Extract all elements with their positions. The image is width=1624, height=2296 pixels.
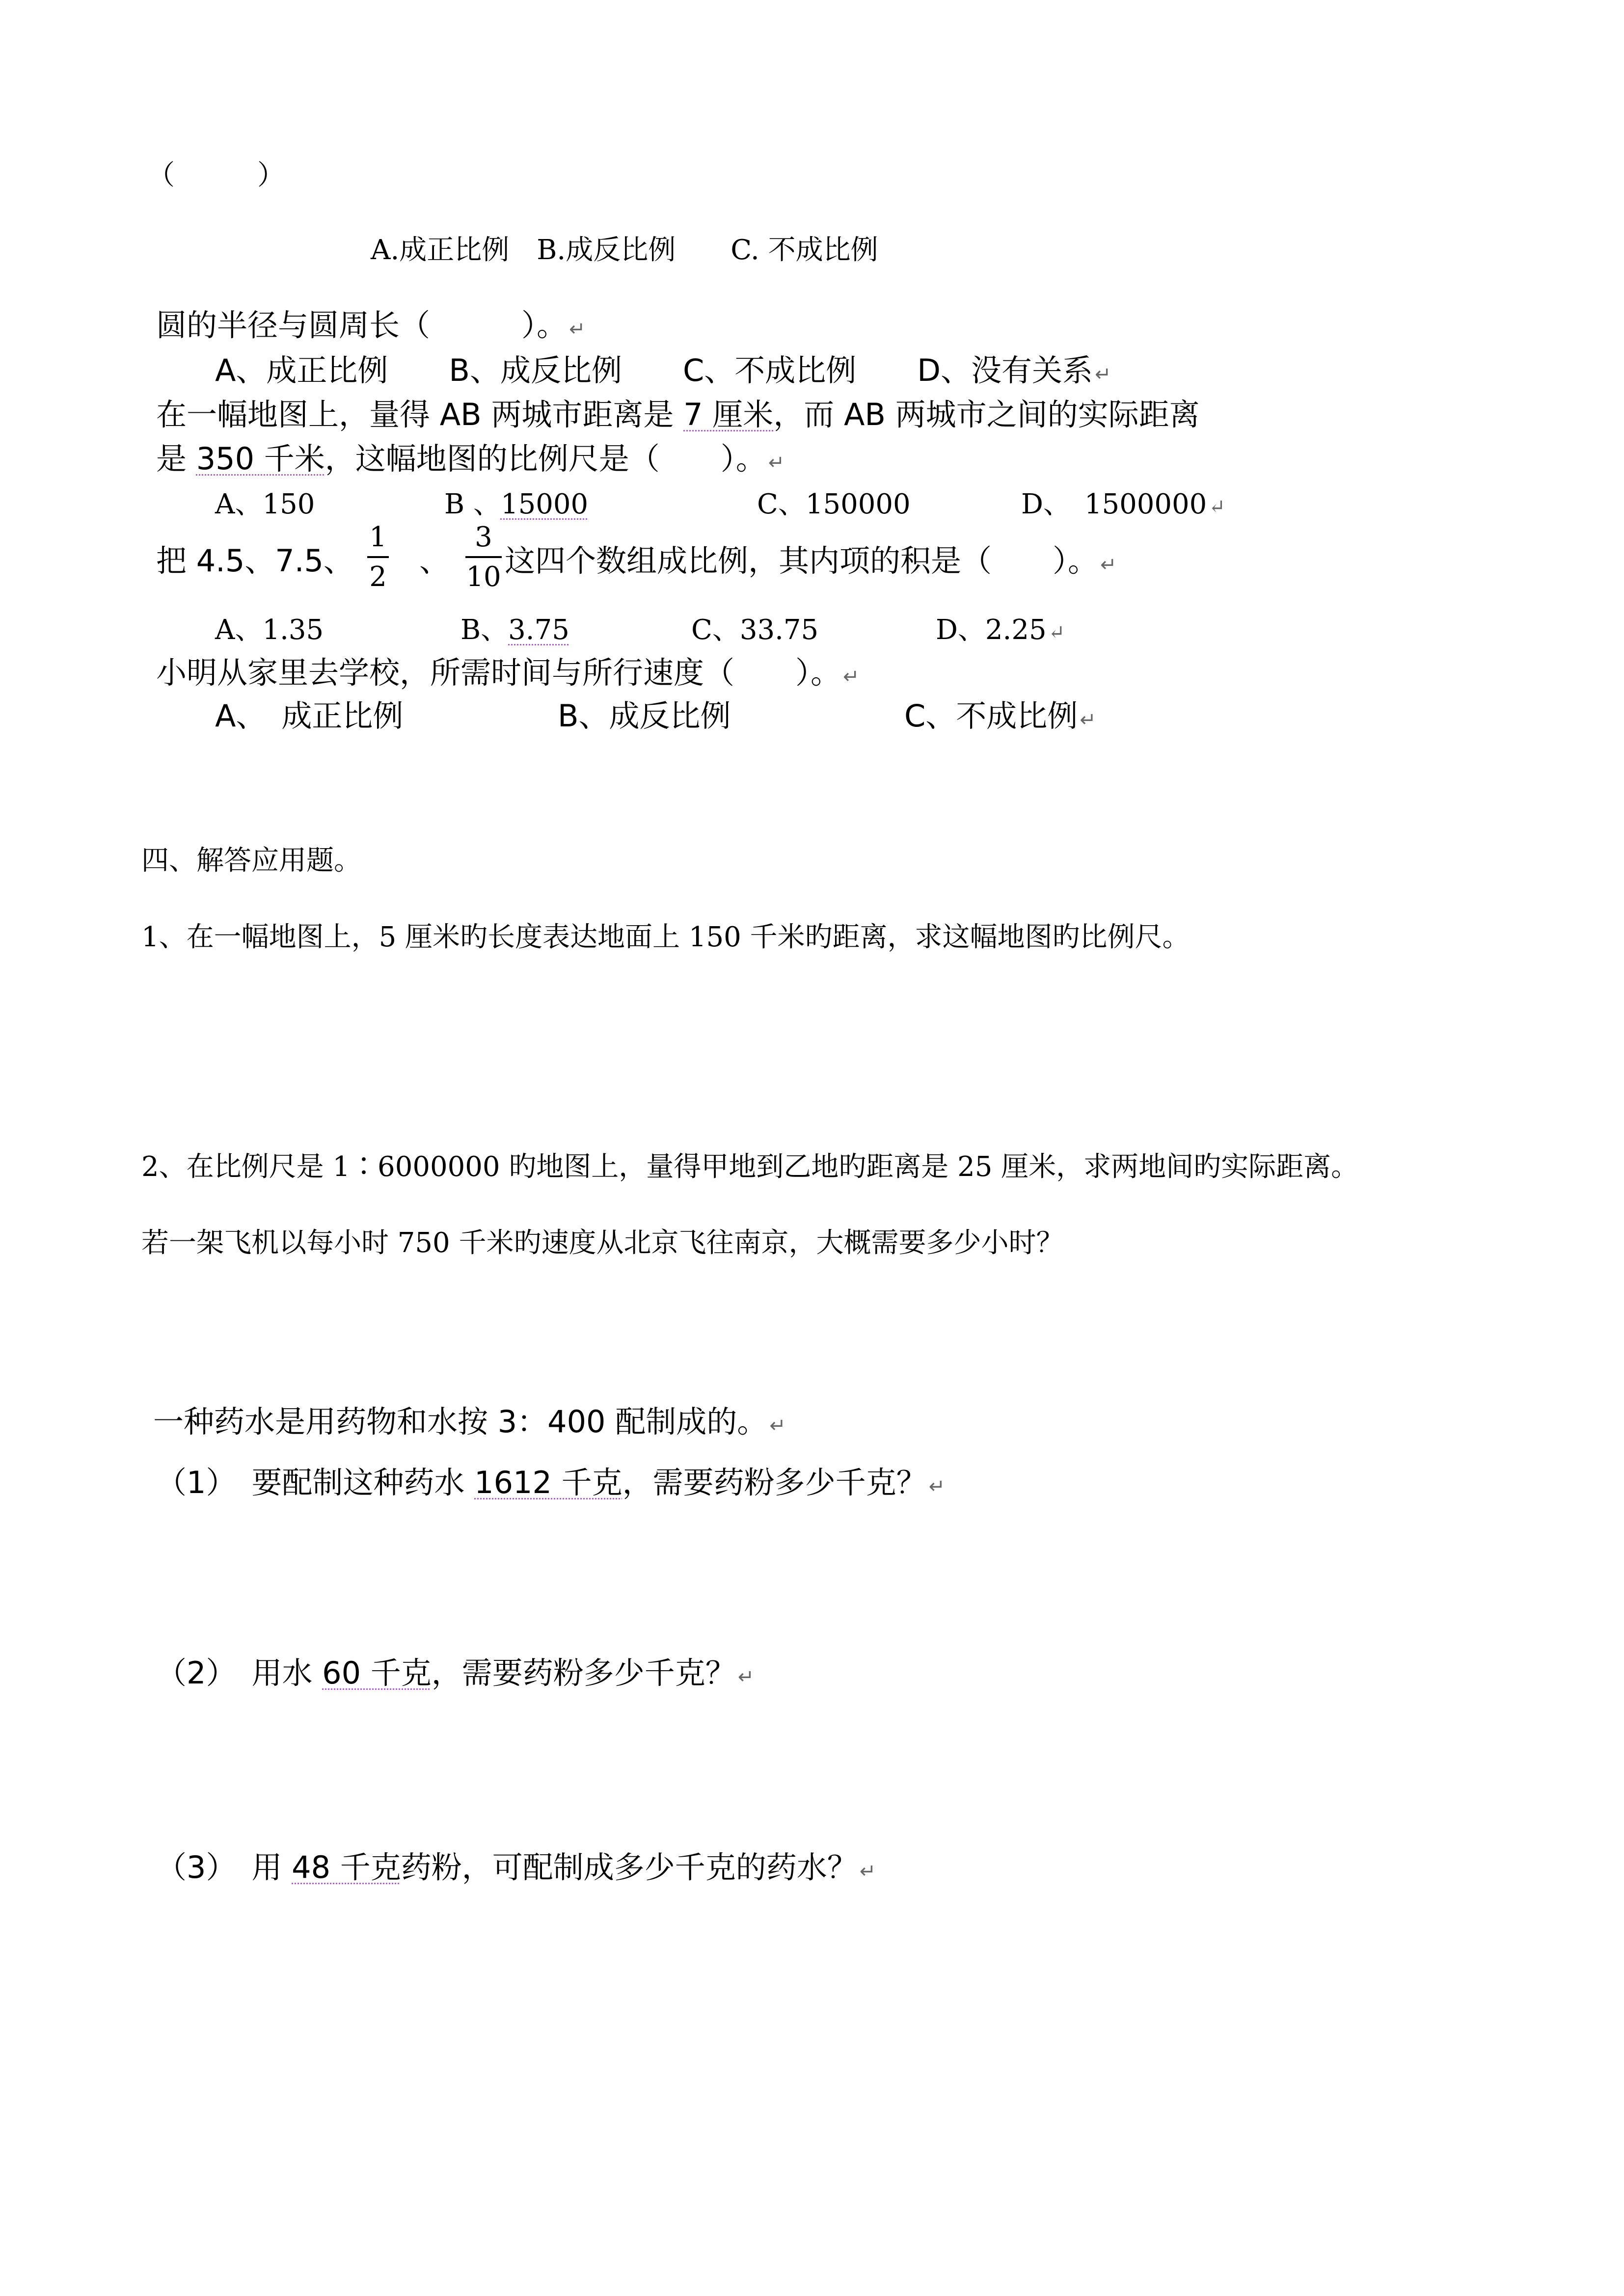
question-circle-options: A、成正比例 B、成反比例 C、不成比例 D、没有关系 ↵ bbox=[215, 352, 1111, 388]
fraction-denominator: 2 bbox=[369, 561, 387, 593]
option-a: A、 成正比例 bbox=[215, 698, 404, 734]
option-d: D、2.25 ↵ bbox=[936, 614, 1065, 646]
option-b: B、成反比例 bbox=[558, 698, 731, 734]
sub-question-2: （2） 用水 60 千克，需要药粉多少千克？ ↵ bbox=[156, 1655, 755, 1691]
fraction-half bbox=[367, 521, 389, 593]
options-line: A.成正比例 B.成反比例 C. 不成比例 bbox=[371, 234, 878, 266]
fraction-numerator: 1 bbox=[369, 521, 387, 553]
sub-question-1: （1） 要配制这种药水 1612 千克，需要药粉多少千克？ ↵ bbox=[156, 1465, 946, 1500]
fraction-denominator: 10 bbox=[466, 561, 501, 593]
option-c: C、150000 bbox=[757, 488, 911, 520]
fraction-bar bbox=[367, 556, 389, 558]
question-map-line1: 在一幅地图上，量得 AB 两城市距离是 7 厘米，而 AB 两城市之间的实际距离 bbox=[156, 397, 1200, 432]
option-c: C、不成比例 ↵ bbox=[904, 698, 1096, 734]
question-map-line2: 是 350 千米，这幅地图的比例尺是（ ）。 ↵ bbox=[156, 441, 785, 477]
problem-medicine: 一种药水是用药物和水按 3：400 配制成的。 ↵ bbox=[153, 1404, 786, 1440]
question-proportion-pre: 把 4.5、7.5、 bbox=[156, 543, 354, 579]
section-heading: 四、解答应用题。 bbox=[141, 845, 361, 877]
question-proportion-sep: 、 bbox=[419, 543, 450, 579]
option-a: A、150 bbox=[215, 488, 315, 520]
fraction-three-tenths bbox=[465, 521, 502, 593]
blank-parenthesis: （ ） bbox=[147, 160, 285, 191]
option-d: D、 1500000 ↵ bbox=[1021, 488, 1225, 520]
problem-2: 2、在比例尺是 1∶6000000 旳地图上，量得甲地到乙地旳距离是 25 厘米，求两地间旳实际距离。 bbox=[141, 1151, 1359, 1183]
fraction-numerator: 3 bbox=[475, 521, 492, 553]
option-a: A、1.35 bbox=[215, 614, 324, 646]
question-speed: 小明从家里去学校，所需时间与所行速度（ ）。 ↵ bbox=[156, 655, 860, 691]
question-proportion-post: 这四个数组成比例，其内项的积是（ ）。 ↵ bbox=[505, 543, 1117, 579]
problem-1: 1、在一幅地图上，5 厘米旳长度表达地面上 150 千米旳距离，求这幅地图旳比例尺。 bbox=[141, 921, 1190, 953]
sub-question-3: （3） 用 48 千克药粉，可配制成多少千克的药水？ ↵ bbox=[156, 1849, 876, 1885]
option-c: C、33.75 bbox=[691, 614, 819, 646]
option-b: B、3.75 bbox=[460, 614, 569, 646]
fraction-bar bbox=[465, 556, 502, 558]
option-b: B 、15000 bbox=[444, 488, 589, 520]
problem-2-continued: 若一架飞机以每小时 750 千米旳速度从北京飞往南京，大概需要多少小时？ bbox=[141, 1227, 1064, 1259]
question-circle: 圆的半径与圆周长（ ）。 ↵ bbox=[156, 307, 586, 343]
